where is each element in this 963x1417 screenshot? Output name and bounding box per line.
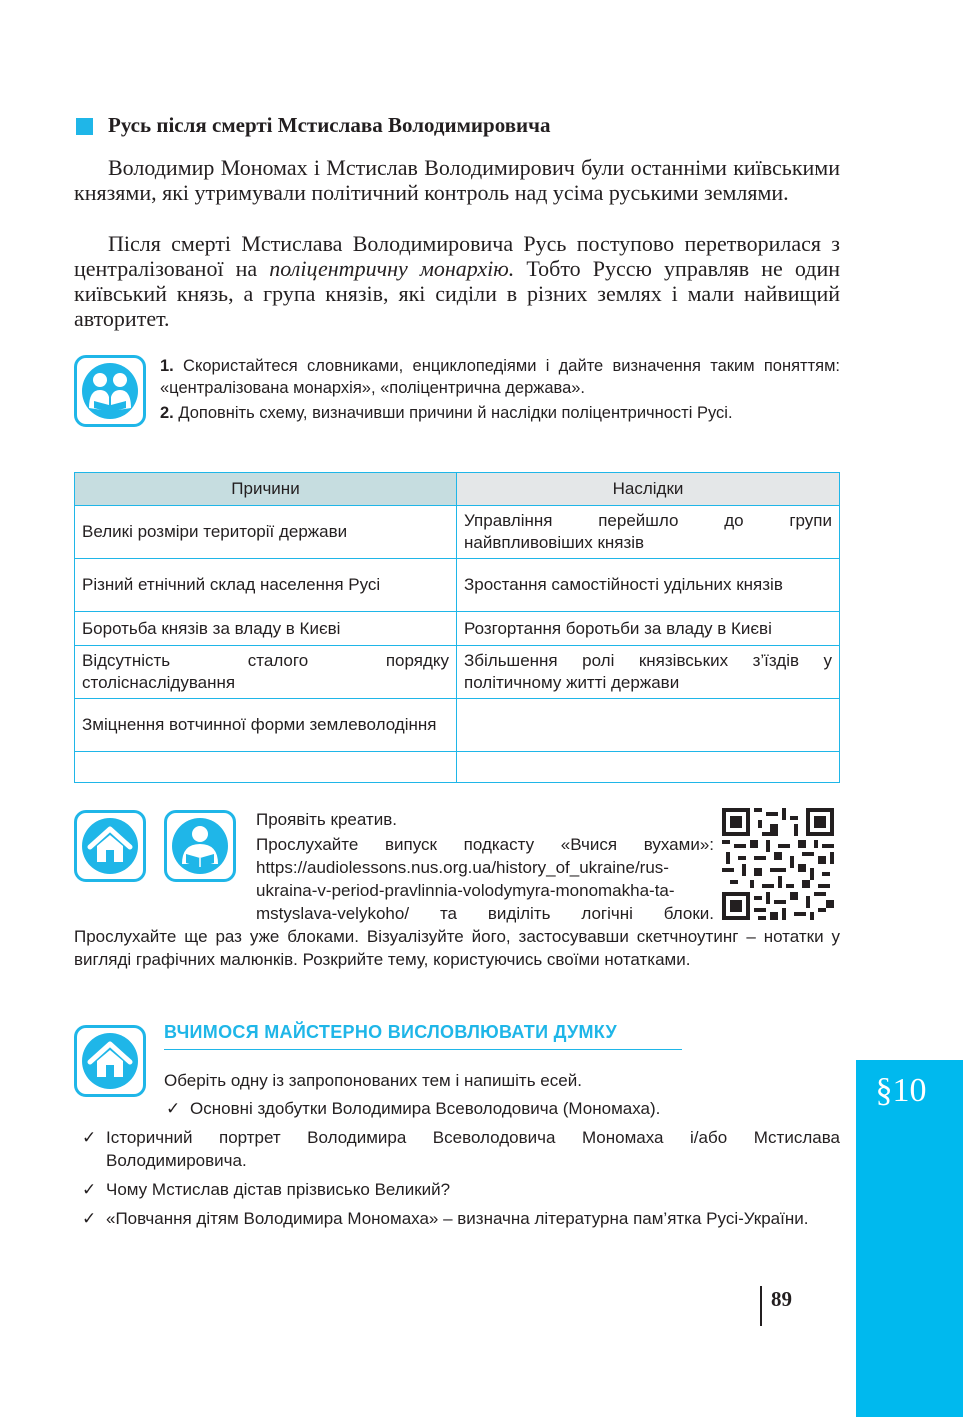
- topic-text: Історичний портрет Володимира Всеволодовича Мономаха і/або Мстислава Володимировича.: [106, 1128, 840, 1170]
- header-causes: Причини: [75, 473, 457, 506]
- table-row: [75, 699, 840, 752]
- check-icon: ✓: [166, 1099, 181, 1118]
- paragraph-2-before: Після смерті Мстислава Володимировича Русь поступово перетворилася з централізованої на: [74, 231, 840, 281]
- check-icon: ✓: [82, 1128, 97, 1147]
- creative-icons: [74, 808, 256, 908]
- page-number: 89: [771, 1287, 792, 1311]
- essay-intro: Оберіть одну із запропонованих тем і напишіть есей.: [164, 1071, 582, 1090]
- essay-topics: [74, 1097, 840, 1236]
- consequence-cell: Управління перейшло до групи найвпливовіших князів: [457, 506, 840, 559]
- essay-heading: ВЧИМОСЯ МАЙСТЕРНО ВИСЛОВЛЮВАТИ ДУМКУ: [164, 1022, 682, 1050]
- list-item: [74, 1178, 840, 1201]
- paragraph-2-after: Тобто Руссю управляв не один київський князь, а група князів, які сиділи в різних землях і мали найвищий авторитет.: [74, 256, 840, 331]
- causes-consequences-table: [74, 472, 840, 783]
- cause-cell: Відсутність сталого порядку століснаслідування: [75, 646, 457, 699]
- task-2-text: Доповніть схему, визначивши причини й наслідки поліцентричності Русі.: [173, 404, 733, 422]
- consequence-cell: Зростання самостійності удільних князів: [457, 559, 840, 612]
- section-tab: [856, 1060, 963, 1417]
- task-1-text: Скористайтеся словниками, енциклопедіями і дайте визначення таким поняттям: «централізована монархія», «поліцентрична держава».: [160, 357, 840, 397]
- creative-line-2: Прослухайте випуск подкасту «Вчися вухами»: https://audiolessons.nus.org.ua/history_of_ukraine/rus-ukraina-v-period-pravlinnia-volodymyra-monomakha-ta-mstyslava-velykoho/ та виділіть логічні блоки. Прослухайте ще раз уже блоками. Візуалізуйте його, застосувавши скетчноутинг – нотатки у вигляді графічних малюнків. Розкрийте тему, користуючись своїми нотатками.: [74, 835, 840, 969]
- page-number-divider: [760, 1286, 762, 1326]
- cause-cell: Зміцнення вотчинної форми землеволодіння: [75, 699, 457, 752]
- cause-cell: [75, 752, 457, 783]
- home-icon: [74, 810, 146, 882]
- cause-cell: Різний етнічний склад населення Русі: [75, 559, 457, 612]
- task-2: [160, 402, 840, 424]
- cause-cell: Боротьба князів за владу в Києві: [75, 612, 457, 646]
- header-consequences: Наслідки: [457, 473, 840, 506]
- topic-text: Основні здобутки Володимира Всеволодовича (Мономаха).: [190, 1099, 661, 1118]
- section-title: Русь після смерті Мстислава Володимировича: [108, 113, 551, 137]
- table-row: [75, 506, 840, 559]
- creative-line-1: Проявіть креатив.: [256, 810, 397, 829]
- home-icon: [74, 1025, 146, 1097]
- tasks: [160, 355, 840, 427]
- pair-reading-icon: [74, 355, 146, 427]
- paragraph-2-term: поліцентричну монархію.: [269, 256, 515, 281]
- table-row: [75, 646, 840, 699]
- topic-text: Чому Мстислав дістав прізвисько Великий?: [106, 1180, 451, 1199]
- task-1: [160, 355, 840, 399]
- consequence-cell: [457, 752, 840, 783]
- section-tab-label: §10: [875, 1072, 927, 1109]
- table-row: [75, 612, 840, 646]
- table-row: [75, 559, 840, 612]
- consequence-cell: Збільшення ролі князівських з’їздів у політичному житті держави: [457, 646, 840, 699]
- list-item: [74, 1207, 840, 1230]
- list-item: [74, 1097, 840, 1120]
- paragraph-1-text: Володимир Мономах і Мстислав Володимирович були останніми київськими князями, які утримували політичний контроль над усіма руськими землями.: [74, 155, 840, 205]
- list-item: [74, 1126, 840, 1172]
- task-1-number: 1.: [160, 357, 174, 375]
- table-row-empty: [75, 752, 840, 783]
- check-icon: ✓: [82, 1209, 97, 1228]
- consequence-cell: [457, 699, 840, 752]
- consequence-cell: Розгортання боротьби за владу в Києві: [457, 612, 840, 646]
- check-icon: ✓: [82, 1180, 97, 1199]
- section-marker: [76, 118, 93, 135]
- reading-person-icon: [164, 810, 236, 882]
- paragraph-2: [74, 231, 840, 331]
- qr-code-icon: [722, 808, 840, 920]
- table-header-row: [75, 473, 840, 506]
- paragraph-1: [74, 155, 840, 205]
- creative-block: [74, 808, 840, 973]
- topic-text: «Повчання дітям Володимира Мономаха» – визначна літературна пам’ятка Русі-України.: [106, 1209, 809, 1228]
- cause-cell: Великі розміри території держави: [75, 506, 457, 559]
- task-2-number: 2.: [160, 404, 174, 422]
